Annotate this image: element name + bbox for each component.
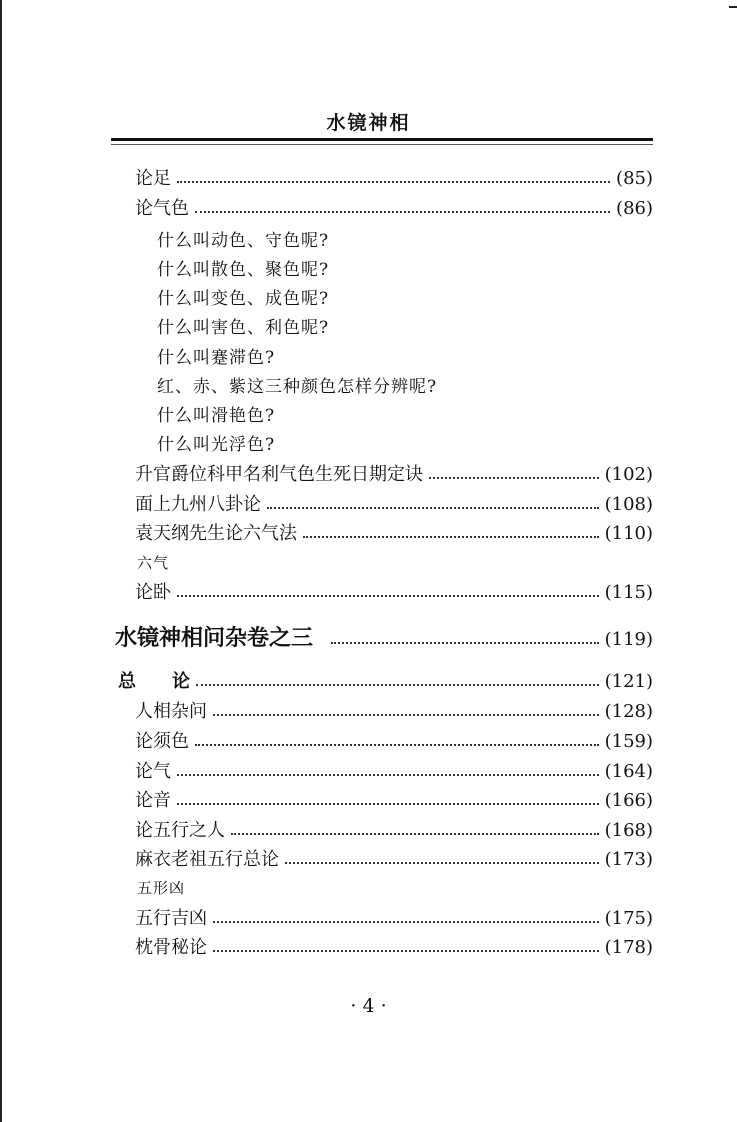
page-left-border	[0, 0, 2, 1122]
leader-dots	[429, 467, 599, 479]
toc-entry-page: (178)	[604, 937, 653, 958]
toc-entry-title: 论气	[135, 761, 171, 782]
chapter-title: 水镜神相问杂卷之三	[115, 625, 314, 651]
toc-entry[interactable]	[135, 519, 653, 545]
toc-entry-title: 论卧	[135, 582, 171, 603]
toc-entry-title: 论须色	[135, 731, 189, 752]
toc-entry[interactable]	[135, 164, 653, 190]
toc-entry-page: (110)	[604, 523, 653, 544]
toc-entry[interactable]	[135, 786, 653, 812]
leader-dots	[213, 940, 599, 952]
header-rule	[111, 138, 653, 141]
toc-chapter[interactable]	[115, 621, 653, 652]
toc-entry[interactable]	[118, 667, 653, 693]
toc-entry-title: 枕骨秘论	[135, 937, 207, 958]
corner-mark	[729, 0, 737, 8]
toc-entry[interactable]	[135, 816, 653, 842]
toc-entry-title: 袁天纲先生论六气法	[135, 523, 297, 544]
toc-entry[interactable]	[135, 904, 653, 930]
toc-entry[interactable]	[135, 757, 653, 783]
toc-entry-page: (168)	[604, 820, 653, 841]
header-rule-thin	[111, 144, 653, 145]
toc-entry[interactable]	[135, 460, 653, 486]
toc-subentry: 红、赤、紫这三种颜色怎样分辨呢?	[157, 377, 438, 397]
toc-subentry: 什么叫滑艳色?	[157, 406, 276, 426]
leader-dots	[331, 632, 599, 644]
toc-entry-title: 人相杂问	[135, 701, 207, 722]
leader-dots	[196, 674, 599, 686]
toc-entry-page: (173)	[604, 849, 653, 870]
leader-dots	[177, 171, 610, 183]
toc-subentry: 什么叫光浮色?	[157, 435, 276, 455]
toc-entry-title: 面上九州八卦论	[135, 494, 261, 515]
toc-entry-page: (86)	[616, 198, 653, 219]
toc-entry-page: (121)	[604, 671, 653, 692]
toc-subentry: 什么叫蹇滞色?	[157, 348, 276, 368]
toc-subentry: 什么叫变色、成色呢?	[157, 289, 330, 309]
toc-note: 五形凶	[137, 879, 186, 897]
leader-dots	[285, 852, 599, 864]
toc-entry-title: 论音	[135, 790, 171, 811]
toc-entry[interactable]	[135, 697, 653, 723]
toc-entry[interactable]	[135, 490, 653, 516]
toc-entry-page: (85)	[616, 168, 653, 189]
toc-entry[interactable]	[135, 933, 653, 959]
page-number: · 4 ·	[350, 995, 387, 1017]
toc-entry-page: (108)	[604, 494, 653, 515]
leader-dots	[177, 793, 599, 805]
leader-dots	[213, 911, 599, 923]
toc-subentry: 什么叫散色、聚色呢?	[157, 260, 330, 280]
toc-subentry: 什么叫害色、利色呢?	[157, 318, 330, 338]
toc-entry-page: (166)	[604, 790, 653, 811]
leader-dots	[267, 497, 599, 509]
toc-entry-title: 论五行之人	[135, 820, 225, 841]
toc-entry-title: 论气色	[135, 198, 189, 219]
toc-entry[interactable]	[135, 194, 653, 220]
toc-note: 六气	[137, 554, 170, 572]
toc-entry-title: 五行吉凶	[135, 908, 207, 929]
toc-entry-page: (128)	[604, 701, 653, 722]
toc-entry-title: 升官爵位科甲名利气色生死日期定诀	[135, 464, 423, 485]
running-header: 水镜神相	[326, 112, 411, 134]
toc-subentry: 什么叫动色、守色呢?	[157, 231, 330, 251]
toc-entry[interactable]	[135, 578, 653, 604]
toc-entry-title: 总 论	[118, 671, 190, 692]
leader-dots	[303, 526, 599, 538]
toc-entry[interactable]	[135, 727, 653, 753]
toc-entry-page: (102)	[604, 464, 653, 485]
toc-entry-title: 论足	[135, 168, 171, 189]
leader-dots	[177, 764, 599, 776]
leader-dots	[177, 585, 599, 597]
chapter-page: (119)	[604, 629, 653, 650]
toc-entry-page: (115)	[604, 582, 653, 603]
toc-entry[interactable]	[135, 845, 653, 871]
toc-entry-title: 麻衣老祖五行总论	[135, 849, 279, 870]
leader-dots	[195, 734, 599, 746]
leader-dots	[231, 823, 599, 835]
leader-dots	[213, 704, 599, 716]
toc-entry-page: (164)	[604, 761, 653, 782]
toc-entry-page: (159)	[604, 731, 653, 752]
toc-entry-page: (175)	[604, 908, 653, 929]
leader-dots	[195, 201, 610, 213]
